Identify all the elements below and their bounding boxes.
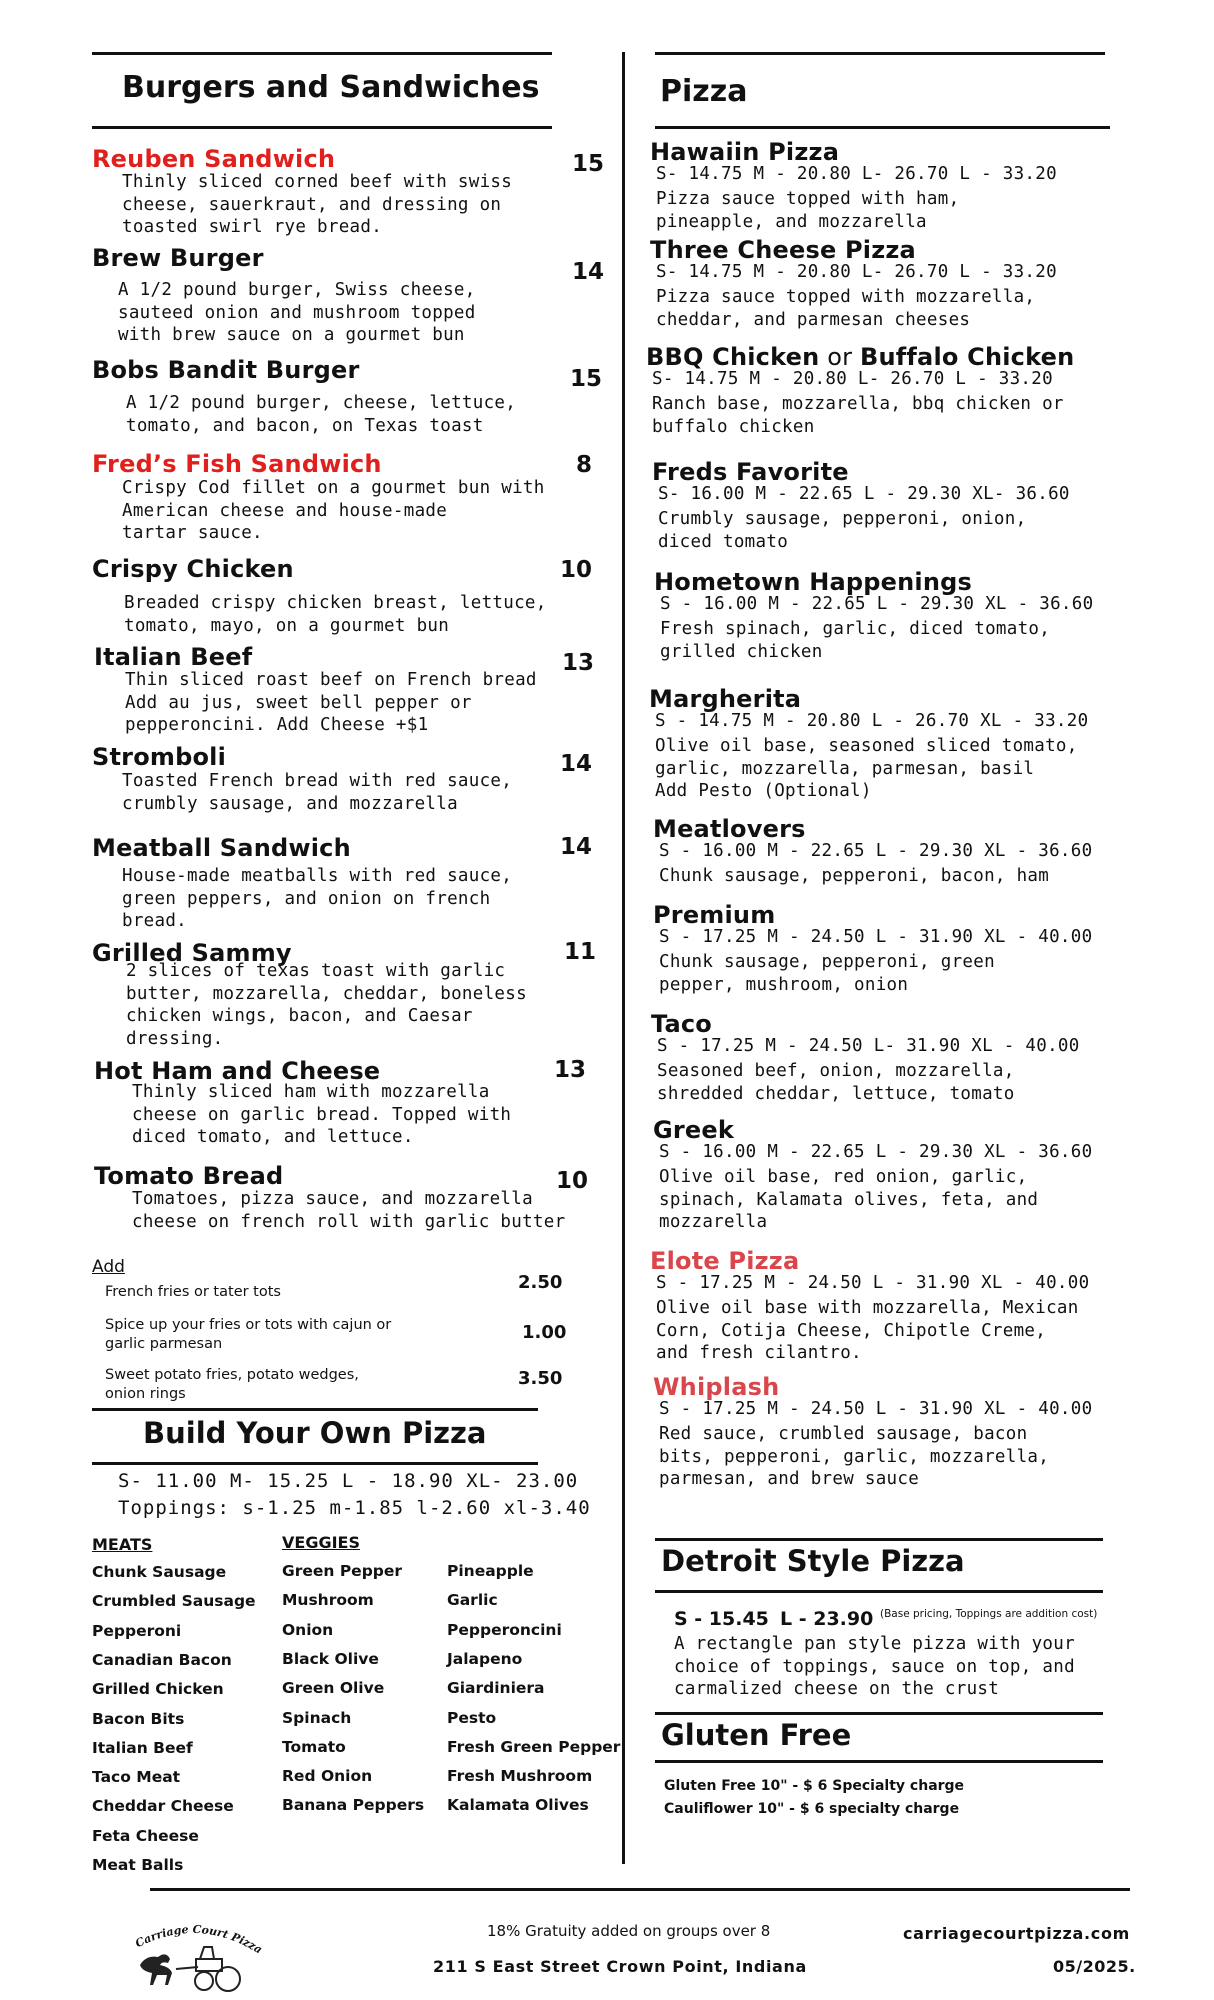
gluten-top-rule bbox=[655, 1712, 1103, 1715]
menu-item-price: 14 bbox=[572, 259, 605, 285]
menu-item-name: Italian Beef bbox=[94, 643, 253, 671]
topping-item: Fresh Green Pepper bbox=[447, 1737, 621, 1756]
pizza-name: Elote Pizza bbox=[650, 1247, 800, 1275]
menu-item-desc: Thinly sliced ham with mozzarella cheese on garlic bread. Topped with diced tomato, and lettuce. bbox=[132, 1082, 512, 1147]
section-title-burgers: Burgers and Sandwiches bbox=[122, 70, 540, 105]
website-link[interactable]: carriagecourtpizza.com bbox=[903, 1924, 1131, 1943]
menu-item-name: Bobs Bandit Burger bbox=[92, 356, 360, 384]
detroit-large-price: L - 23.90 bbox=[780, 1608, 874, 1630]
pizza-name bbox=[646, 343, 1074, 371]
pizza-name: Taco bbox=[651, 1010, 712, 1038]
pizza-desc: Red sauce, crumbled sausage, bacon bits, pepperoni, garlic, mozzarella, parmesan, and brew sauce bbox=[659, 1424, 1050, 1489]
section-title-pizza: Pizza bbox=[660, 74, 748, 109]
pizza-prices: S - 16.00 M - 22.65 L - 29.30 XL - 36.60 bbox=[659, 1142, 1093, 1162]
veggies-heading: VEGGIES bbox=[282, 1533, 360, 1552]
menu-item-desc: Thinly sliced corned beef with swiss cheese, sauerkraut, and dressing on toasted swirl rye bread. bbox=[122, 172, 513, 237]
pizza-prices: S - 16.00 M - 22.65 L - 29.30 XL - 36.60 bbox=[660, 594, 1094, 614]
add-item-price: 2.50 bbox=[518, 1272, 563, 1293]
menu-item-price: 14 bbox=[560, 834, 593, 860]
menu-item-name: Fred’s Fish Sandwich bbox=[92, 450, 382, 478]
menu-item-name: Hot Ham and Cheese bbox=[94, 1057, 381, 1085]
topping-item: Tomato bbox=[282, 1737, 346, 1756]
menu-item-name: Crispy Chicken bbox=[92, 555, 294, 583]
topping-item: Crumbled Sausage bbox=[92, 1592, 256, 1611]
pizza-name: Premium bbox=[653, 901, 776, 929]
detroit-small-price: S - 15.45 bbox=[674, 1608, 769, 1630]
topping-item: Grilled Chicken bbox=[92, 1680, 224, 1699]
logo-text: Carriage Court Pizza bbox=[133, 1922, 265, 1957]
gluten-title-rule bbox=[655, 1760, 1103, 1763]
pizza-name: Margherita bbox=[649, 685, 802, 713]
topping-item: Garlic bbox=[447, 1591, 498, 1610]
pizza-desc: Olive oil base, seasoned sliced tomato, garlic, mozzarella, parmesan, basil Add Pesto (Optional) bbox=[655, 736, 1078, 801]
pizza-desc: Pizza sauce topped with ham, pineapple, and mozzarella bbox=[656, 189, 960, 232]
pizza-desc: Ranch base, mozzarella, bbq chicken or buffalo chicken bbox=[652, 394, 1064, 437]
menu-item-price: 14 bbox=[560, 751, 593, 777]
pizza-desc: Olive oil base with mozzarella, Mexican Corn, Cotija Cheese, Chipotle Creme, and fresh cilantro. bbox=[656, 1298, 1079, 1363]
meats-heading: MEATS bbox=[92, 1535, 153, 1554]
detroit-title-rule bbox=[655, 1590, 1103, 1593]
section-title-byo: Build Your Own Pizza bbox=[143, 1416, 487, 1450]
menu-item-desc: A 1/2 pound burger, cheese, lettuce, tomato, and bacon, on Texas toast bbox=[126, 393, 517, 436]
pizza-name: Greek bbox=[653, 1116, 735, 1144]
pizza-name-part: BBQ Chicken bbox=[646, 343, 820, 371]
pizza-prices: S- 14.75 M - 20.80 L- 26.70 L - 33.20 bbox=[656, 164, 1057, 184]
menu-item-name: Reuben Sandwich bbox=[92, 145, 336, 173]
pizza-prices: S - 17.25 M - 24.50 L - 31.90 XL - 40.00 bbox=[656, 1273, 1090, 1293]
pizza-prices: S - 16.00 M - 22.65 L - 29.30 XL - 36.60 bbox=[659, 841, 1093, 861]
svg-text:Carriage Court Pizza bbox=[133, 1923, 264, 1956]
gratuity-note: 18% Gratuity added on groups over 8 bbox=[487, 1922, 771, 1940]
topping-item: Feta Cheese bbox=[92, 1826, 199, 1845]
add-item-label: Spice up your fries or tots with cajun or garlic parmesan bbox=[105, 1317, 392, 1352]
topping-item: Taco Meat bbox=[92, 1768, 181, 1787]
menu-item-price: 11 bbox=[564, 939, 597, 965]
address: 211 S East Street Crown Point, Indiana bbox=[433, 1957, 807, 1976]
topping-item: Pineapple bbox=[447, 1562, 534, 1580]
topping-item: Green Pepper bbox=[282, 1562, 403, 1580]
topping-item: Cheddar Cheese bbox=[92, 1797, 234, 1816]
topping-item: Green Olive bbox=[282, 1679, 385, 1698]
add-item-label: Sweet potato fries, potato wedges, onion rings bbox=[105, 1367, 359, 1402]
menu-item-desc: Crispy Cod fillet on a gourmet bun with American cheese and house-made tartar sauce. bbox=[122, 478, 545, 543]
pizza-name: Hometown Happenings bbox=[654, 568, 973, 596]
pizza-prices: S - 14.75 M - 20.80 L - 26.70 XL - 33.20 bbox=[655, 711, 1089, 731]
topping-item: Canadian Bacon bbox=[92, 1650, 232, 1669]
topping-item: Spinach bbox=[282, 1708, 352, 1727]
menu-item-desc: A 1/2 pound burger, Swiss cheese, sauteed onion and mushroom topped with brew sauce on a gourmet bun bbox=[118, 280, 476, 345]
pizza-desc: Chunk sausage, pepperoni, bacon, ham bbox=[659, 866, 1050, 886]
menu-item-price: 13 bbox=[554, 1057, 587, 1083]
topping-item: Giardiniera bbox=[447, 1679, 545, 1698]
menu-item-price: 13 bbox=[562, 650, 595, 676]
menu-item-desc: Breaded crispy chicken breast, lettuce, tomato, mayo, on a gourmet bun bbox=[124, 593, 547, 636]
menu-item-price: 10 bbox=[560, 557, 593, 583]
column-divider bbox=[622, 52, 625, 1864]
topping-item: Kalamata Olives bbox=[447, 1796, 589, 1815]
pizza-desc: Olive oil base, red onion, garlic, spinach, Kalamata olives, feta, and mozzarella bbox=[659, 1167, 1039, 1232]
menu-item-desc: Tomatoes, pizza sauce, and mozzarella cheese on french roll with garlic butter bbox=[132, 1189, 566, 1232]
pizza-name-or: or bbox=[819, 343, 860, 371]
topping-item: Pepperoni bbox=[92, 1621, 182, 1640]
pizza-prices: S- 16.00 M - 22.65 L - 29.30 XL- 36.60 bbox=[658, 484, 1070, 504]
pizza-prices: S - 17.25 M - 24.50 L- 31.90 XL - 40.00 bbox=[657, 1036, 1080, 1056]
add-heading: Add bbox=[92, 1257, 125, 1277]
topping-item: Jalapeno bbox=[447, 1649, 523, 1668]
menu-item-price: 8 bbox=[576, 452, 593, 478]
pizza-name-part: Buffalo Chicken bbox=[860, 343, 1075, 371]
left-title-rule bbox=[92, 126, 552, 129]
byo-size-prices: S- 11.00 M- 15.25 L - 18.90 XL- 23.00 bbox=[118, 1470, 579, 1492]
carriage-logo-icon bbox=[118, 1915, 268, 1995]
topping-item: Fresh Mushroom bbox=[447, 1767, 593, 1786]
pizza-desc: Pizza sauce topped with mozzarella, cheddar, and parmesan cheeses bbox=[656, 287, 1036, 330]
topping-item: Pepperoncini bbox=[447, 1620, 562, 1639]
pizza-desc: Chunk sausage, pepperoni, green pepper, mushroom, onion bbox=[659, 952, 995, 995]
add-item-label: French fries or tater tots bbox=[105, 1284, 281, 1300]
menu-item-name: Grilled Sammy bbox=[92, 939, 292, 967]
pizza-name: Hawaiin Pizza bbox=[650, 138, 840, 166]
topping-item: Onion bbox=[282, 1620, 334, 1639]
pizza-name: Freds Favorite bbox=[652, 458, 849, 486]
menu-item-price: 15 bbox=[572, 151, 605, 177]
pizza-desc: Seasoned beef, onion, mozzarella, shredded cheddar, lettuce, tomato bbox=[657, 1061, 1015, 1104]
carriage-logo bbox=[118, 1915, 268, 1995]
topping-item: Bacon Bits bbox=[92, 1709, 185, 1728]
right-title-rule bbox=[655, 126, 1110, 129]
topping-item: Black Olive bbox=[282, 1649, 379, 1668]
byo-title-rule bbox=[92, 1462, 538, 1465]
pizza-desc: Fresh spinach, garlic, diced tomato, grilled chicken bbox=[660, 619, 1051, 662]
pizza-prices: S- 14.75 M - 20.80 L- 26.70 L - 33.20 bbox=[656, 262, 1057, 282]
pizza-name: Whiplash bbox=[653, 1373, 780, 1401]
detroit-pricing-note: (Base pricing, Toppings are addition cost) bbox=[880, 1608, 1098, 1620]
menu-item-desc: Thin sliced roast beef on French bread Add au jus, sweet bell pepper or pepperoncini. Add Cheese +$1 bbox=[125, 670, 537, 735]
menu-date: 05/2025. bbox=[1053, 1957, 1136, 1976]
menu-item-name: Stromboli bbox=[92, 743, 227, 771]
topping-item: Pesto bbox=[447, 1708, 497, 1727]
topping-item: Red Onion bbox=[282, 1767, 373, 1786]
pizza-desc: Crumbly sausage, pepperoni, onion, diced tomato bbox=[658, 509, 1027, 552]
add-item-price: 1.00 bbox=[522, 1322, 567, 1343]
topping-item: Banana Peppers bbox=[282, 1796, 425, 1815]
byo-topping-prices: Toppings: s-1.25 m-1.85 l-2.60 xl-3.40 bbox=[118, 1497, 591, 1519]
menu-item-name: Brew Burger bbox=[92, 244, 264, 272]
pizza-prices: S - 17.25 M - 24.50 L - 31.90 XL - 40.00 bbox=[659, 927, 1093, 947]
add-item-price: 3.50 bbox=[518, 1368, 563, 1389]
menu-item-desc: House-made meatballs with red sauce, green peppers, and onion on french bread. bbox=[122, 866, 513, 931]
menu-item-name: Tomato Bread bbox=[94, 1162, 284, 1190]
topping-item: Italian Beef bbox=[92, 1738, 193, 1757]
gluten-line-2: Cauliflower 10" - $ 6 specialty charge bbox=[664, 1801, 960, 1817]
pizza-name: Three Cheese Pizza bbox=[650, 236, 916, 264]
topping-item: Meat Balls bbox=[92, 1856, 184, 1874]
gluten-line-1: Gluten Free 10" - $ 6 Specialty charge bbox=[664, 1778, 965, 1794]
menu-item-desc: Toasted French bread with red sauce, crumbly sausage, and mozzarella bbox=[122, 771, 513, 814]
topping-item: Chunk Sausage bbox=[92, 1563, 227, 1581]
detroit-desc: A rectangle pan style pizza with your choice of toppings, sauce on top, and carmalized cheese on the crust bbox=[674, 1634, 1075, 1699]
pizza-name: Meatlovers bbox=[653, 815, 806, 843]
pizza-prices: S - 17.25 M - 24.50 L - 31.90 XL - 40.00 bbox=[659, 1399, 1093, 1419]
topping-item: Mushroom bbox=[282, 1591, 374, 1610]
menu-item-desc: 2 slices of texas toast with garlic butter, mozzarella, cheddar, boneless chicken wings, bacon, and Caesar dressing. bbox=[126, 961, 527, 1049]
byo-top-rule bbox=[92, 1408, 538, 1411]
footer-rule bbox=[150, 1888, 1130, 1891]
menu-item-price: 10 bbox=[556, 1168, 589, 1194]
section-title-detroit: Detroit Style Pizza bbox=[661, 1544, 965, 1578]
menu-item-name: Meatball Sandwich bbox=[92, 834, 351, 862]
left-top-rule bbox=[92, 52, 552, 55]
right-top-rule bbox=[655, 52, 1105, 55]
detroit-top-rule bbox=[655, 1538, 1103, 1541]
section-title-gluten: Gluten Free bbox=[661, 1718, 852, 1752]
menu-item-price: 15 bbox=[570, 366, 603, 392]
pizza-prices: S- 14.75 M - 20.80 L- 26.70 L - 33.20 bbox=[652, 369, 1053, 389]
